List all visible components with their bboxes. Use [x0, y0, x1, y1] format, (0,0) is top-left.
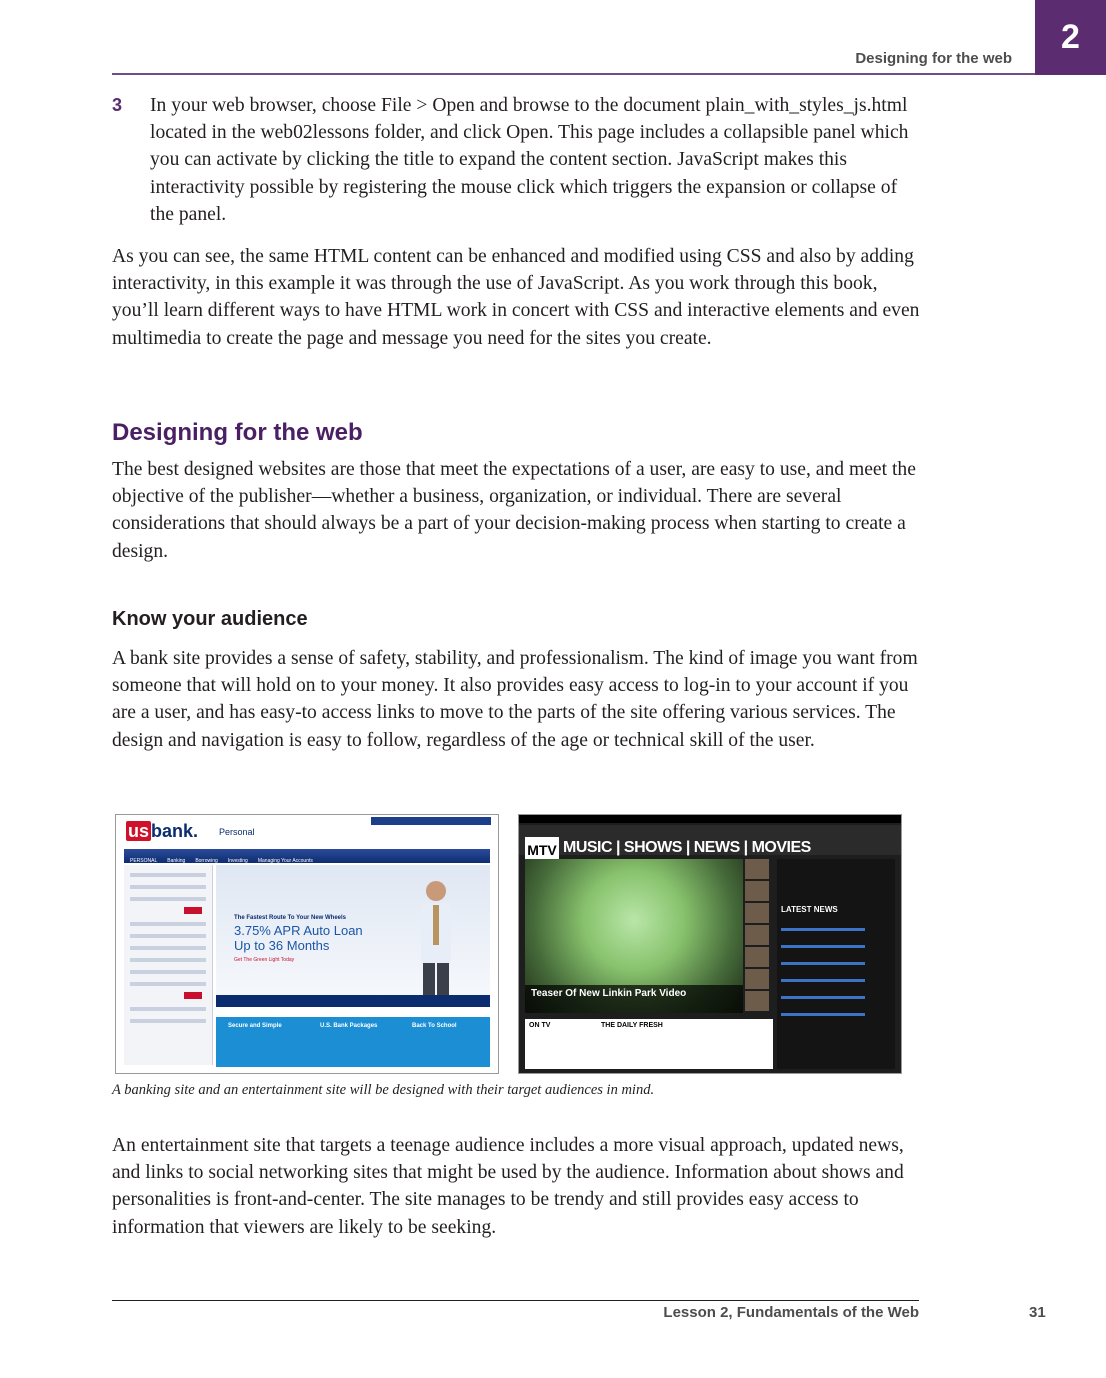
mtv-title: MUSIC | SHOWS | NEWS | MOVIES — [563, 839, 811, 856]
body-paragraph-1: As you can see, the same HTML content can be enhanced and modified using CSS and also by adding interactivity, in this example it was through the use of JavaScript. As you work through this book, you’ll learn different ways to have HTML work in concert with CSS and interactive elements and even multimedia to create the page and message you need for the sites you create. — [112, 246, 920, 349]
header-rule — [112, 73, 1035, 75]
step-text: In your web browser, choose File > Open and browse to the document plain_with_styles_js.html located in the web02lessons folder, and click Open. This page includes a collapsible panel which you can activate by clicking the title to expand the content section. JavaScript makes this interactivity possible by registering the mouse click which triggers the expansion or collapse of the panel. — [150, 95, 909, 225]
bank-nav — [124, 849, 490, 863]
bank-panel-title: Back To School — [412, 1023, 457, 1029]
bank-nav-item: Borrowing — [195, 858, 218, 864]
bank-nav-item: Banking — [167, 858, 186, 864]
bank-panel-title: Secure and Simple — [228, 1023, 282, 1029]
bank-logo-text: bank. — [151, 821, 199, 841]
bank-login-sidebar — [124, 865, 213, 1065]
chapter-number-tab: 2 — [1035, 0, 1106, 75]
mtv-hero — [525, 859, 743, 1013]
bank-promo-panels — [216, 1017, 490, 1067]
page-number: 31 — [1029, 1304, 1046, 1321]
bank-hero-kicker: The Fastest Route To Your New Wheels — [234, 915, 347, 921]
mtv-daily-fresh: THE DAILY FRESH — [601, 1022, 663, 1029]
section-heading: Designing for the web — [112, 419, 363, 446]
bank-hero-person — [411, 877, 461, 1002]
mtv-bottom-panels — [525, 1019, 773, 1069]
mtv-on-tv: ON TV — [529, 1022, 551, 1029]
bank-nav-item: Investing — [227, 858, 248, 864]
step-number: 3 — [112, 95, 123, 115]
footer-lesson-title: Lesson 2, Fundamentals of the Web — [663, 1304, 919, 1321]
mtv-hero-caption: Teaser Of New Linkin Park Video — [531, 988, 687, 999]
bank-hero — [216, 865, 490, 1005]
bank-nav-item: Managing Your Accounts — [257, 858, 313, 864]
bank-hero-line2: Up to 36 Months — [234, 938, 330, 953]
bank-nav-item: PERSONAL — [130, 858, 158, 864]
figure-caption: A banking site and an entertainment site will be designed with their target audiences in mind. — [112, 1082, 655, 1098]
bank-hero-line1: 3.75% APR Auto Loan — [234, 923, 363, 938]
mtv-topbar — [519, 815, 901, 823]
bank-site-screenshot — [115, 814, 499, 1074]
subsection-text: A bank site provides a sense of safety, stability, and professionalism. The kind of image you want from someone that will hold on to your money. It also provides easy access to log-in to your account if you are a user, and has easy-to access links to move to the parts of the site offering various services. The design and navigation is easy to follow, regardless of the age or technical skill of the user. — [112, 648, 918, 751]
running-head: Designing for the web — [855, 50, 1012, 67]
mtv-site-screenshot — [518, 814, 902, 1074]
bank-panel-title: U.S. Bank Packages — [320, 1023, 378, 1029]
bank-logo — [126, 821, 198, 842]
mtv-logo: MTV — [525, 837, 559, 863]
bank-topbar — [371, 817, 491, 825]
section-intro: The best designed websites are those that meet the expectations of a user, are easy to use, and meet the objective of the publisher—whether a business, organization, or individual. There are several considerations that should always be a part of your decision-making process when starting to create a design. — [112, 459, 916, 562]
footer-rule — [112, 1300, 919, 1301]
mtv-latest-news: LATEST NEWS — [781, 905, 838, 914]
bank-hero-bar — [216, 995, 490, 1007]
step-3 — [112, 92, 922, 228]
bank-tagline: Personal — [219, 827, 255, 837]
mtv-hero-caption-bar — [525, 985, 743, 1013]
subsection-heading: Know your audience — [112, 608, 308, 630]
body-paragraph-2: An entertainment site that targets a teenage audience includes a more visual approach, updated news, and links to social networking sites that might be used by the audience. Information about shows and personalities is front-and-center. The site manages to be trendy and still provides easy access to information that viewers are likely to be seeking. — [112, 1135, 904, 1238]
mtv-news-column — [777, 859, 895, 1069]
mtv-nav — [519, 825, 901, 858]
bank-logo-us: us — [128, 821, 150, 841]
bank-header — [116, 815, 498, 849]
bank-hero-cta: Get The Green Light Today — [234, 957, 295, 963]
mtv-thumbnails — [745, 859, 771, 1013]
